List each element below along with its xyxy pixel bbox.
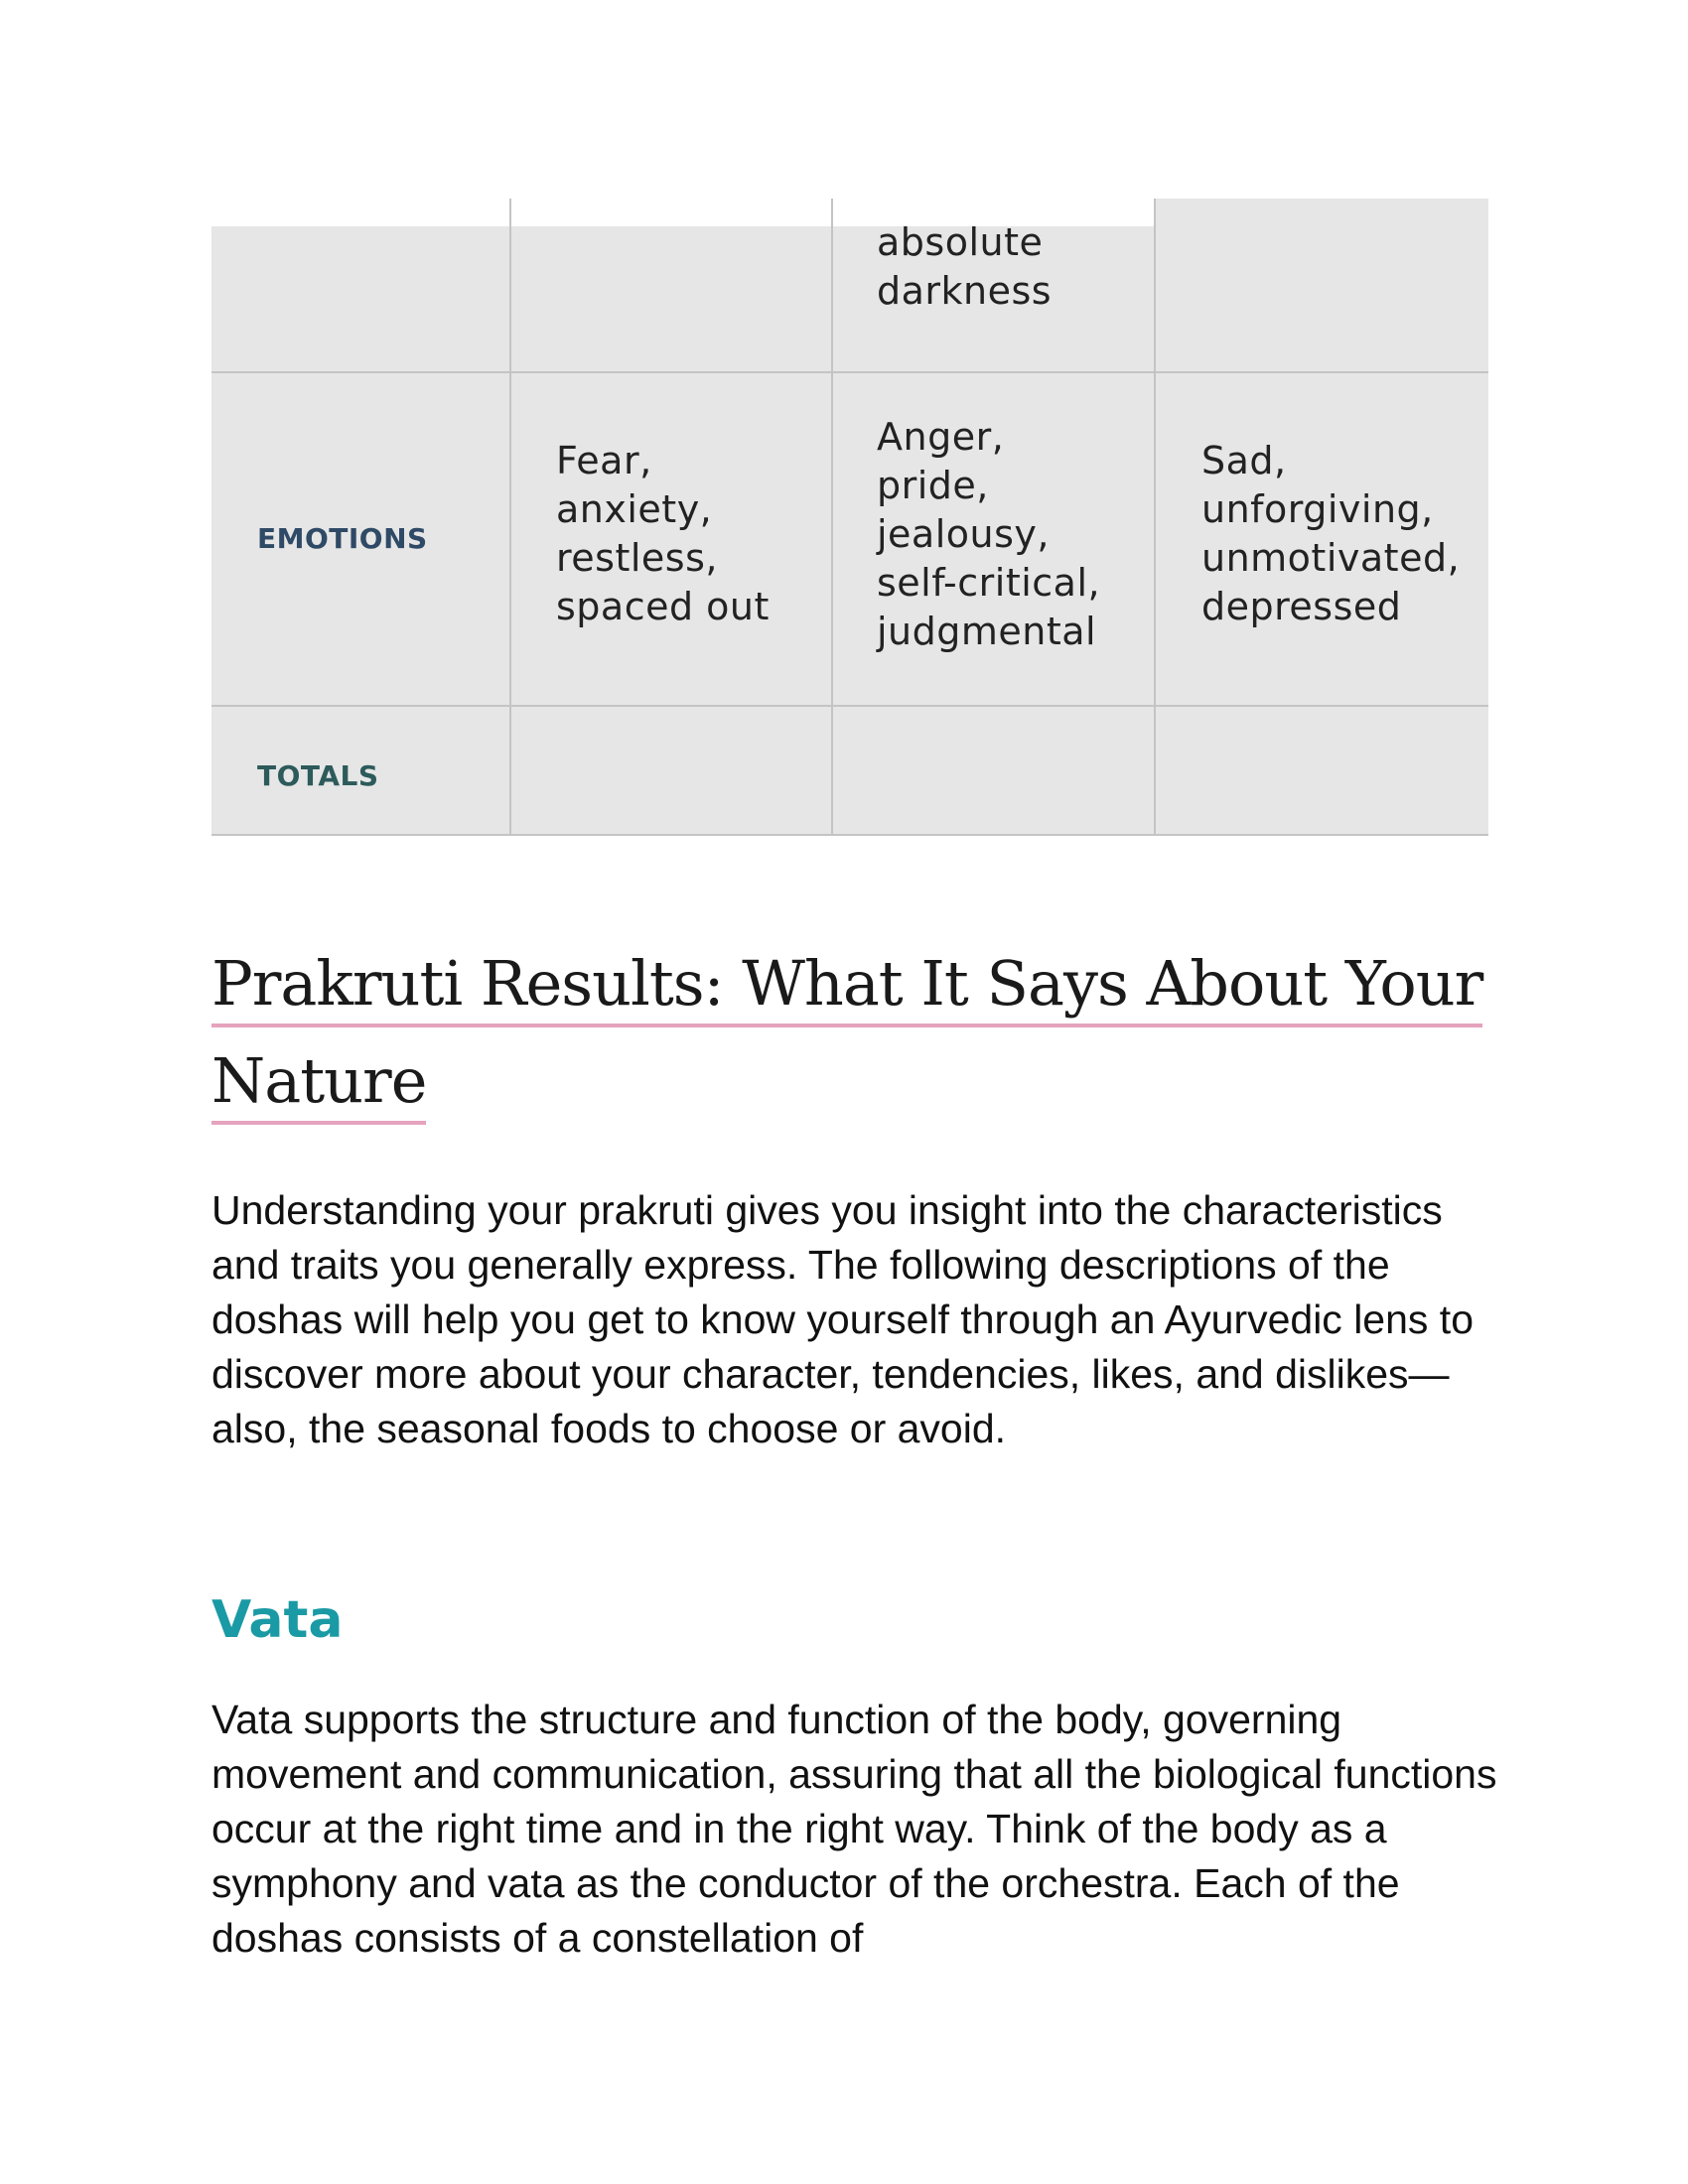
dosha-table [211,199,1488,836]
table-cell-totals-kapha [1156,707,1488,834]
table-cell-emotions-kapha-text: Sad, unforgiving, unmotivated, depressed [1201,439,1461,628]
vata-heading: Vata [211,1590,344,1650]
table-divider [831,199,833,834]
table-cell-emotions-pitta [833,373,1154,705]
table-divider [211,834,1488,836]
section-heading-line-2: Nature [211,1045,426,1125]
row-label-totals: TOTALS [257,759,379,792]
intro-paragraph: Understanding your prakruti gives you insight into the characteristics and traits you generally express. The following descriptions of the doshas will help you get to know yourself through an Ayurvedic lens to discover more about your character, tendencies, likes, and dislikes—also, the seasonal foods to choose or avoid. [211,1187,1474,1451]
table-cell-emotions-vata [511,373,831,705]
table-cell-totals-label [211,707,510,834]
table-cell-emotions-pitta-text: Anger, pride, jealousy, self-critical, judgmental [877,415,1101,653]
vata-paragraph: Vata supports the structure and function of the body, governing movement and communication, assuring that all the biological functions occur at the right time and in the right way. Think of the body as a symphony and vata as the conductor of the orchestra. Each of the doshas consists of a constellation of [211,1697,1497,1961]
table-cell-emotions-label [211,373,510,705]
table-cell-top-label [211,226,510,371]
table-cell-emotions-kapha [1156,373,1488,705]
table-cell-top-kapha [1156,199,1488,371]
table-divider [1154,199,1156,834]
table-cell-top-pitta-text: absolute darkness [877,220,1053,313]
section-heading-line-1: Prakruti Results: What It Says About Your [211,948,1482,1027]
section-heading [211,938,1502,1133]
table-cell-emotions-vata-text: Fear, anxiety, restless, spaced out [556,439,770,628]
table-divider [211,371,1488,373]
table-divider [211,705,1488,707]
row-label-emotions: EMOTIONS [257,522,428,555]
table-cell-totals-vata [511,707,831,834]
table-cell-totals-pitta [833,707,1154,834]
table-cell-top-vata [511,226,831,371]
table-cell-top-pitta [833,220,1154,371]
table-divider [509,199,511,834]
